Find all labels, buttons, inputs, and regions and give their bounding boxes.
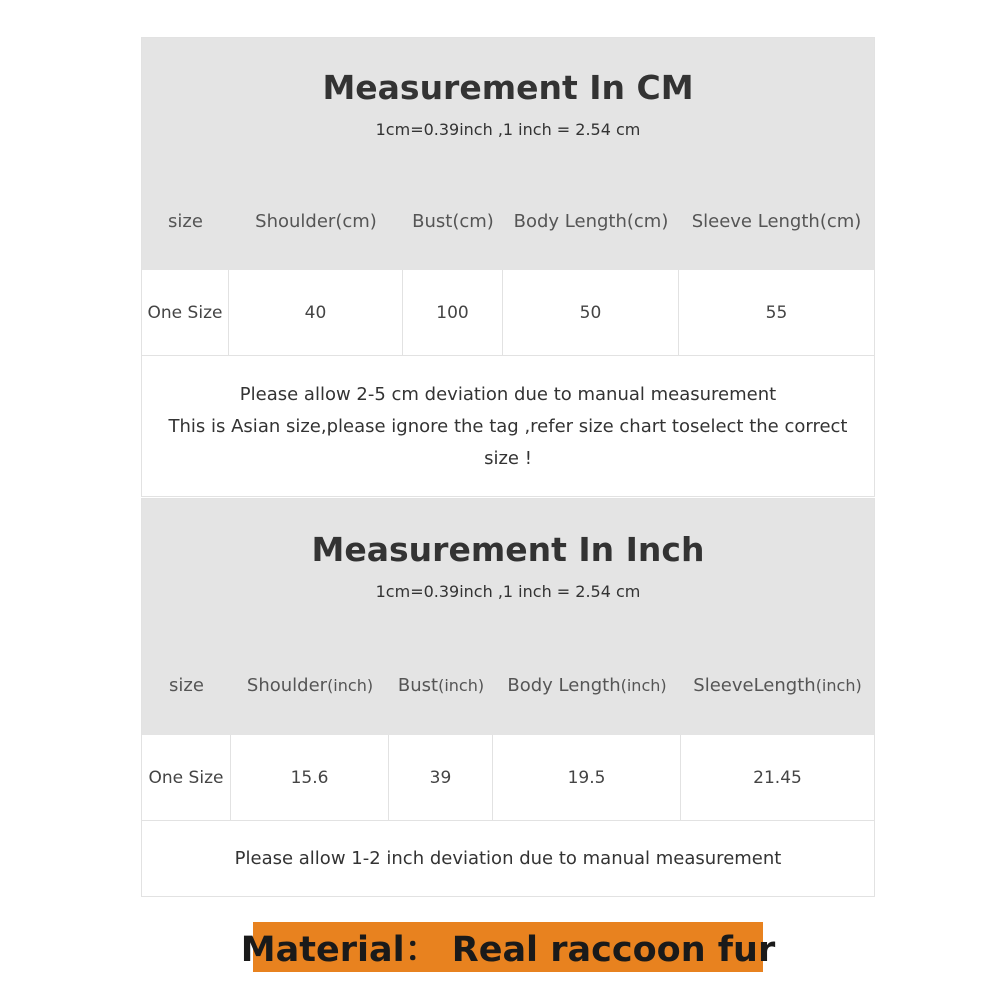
inch-header-body-length (493, 635, 681, 735)
inch-header-shoulder-unit: (inch) (327, 675, 374, 695)
cm-note-line-2: This is Asian size,please ignore the tag ,refer size chart toselect the correct (168, 416, 848, 437)
inch-chart-title: Measurement In Inch (311, 530, 705, 569)
inch-header-size: size (169, 674, 204, 696)
cm-cell-body-length: 50 (503, 270, 679, 355)
inch-deviation-note (142, 821, 874, 896)
cm-header-size: size (168, 210, 203, 232)
cm-note-line-1: Please allow 2-5 cm deviation due to manual measurement (239, 384, 777, 405)
table-row (142, 270, 874, 356)
inch-header-body-length-unit: (inch) (620, 675, 667, 695)
inch-chart-header (142, 499, 874, 635)
cm-chart-header (142, 38, 874, 172)
cm-size-chart (141, 37, 875, 497)
table-row (142, 735, 874, 821)
inch-header-sleeve-length (681, 635, 874, 735)
cm-cell-shoulder: 40 (229, 270, 403, 355)
cm-note-line-3: size ! (484, 448, 532, 469)
material-banner: Material： Real raccoon fur (253, 922, 763, 972)
inch-header-bust (389, 635, 493, 735)
inch-header-shoulder (231, 635, 389, 735)
inch-header-shoulder-label: Shoulder (246, 674, 328, 696)
inch-size-chart (141, 498, 875, 897)
inch-header-sleeve-length-label: SleeveLength (693, 674, 816, 696)
inch-cell-bust: 39 (389, 735, 493, 820)
inch-header-body-length-label: Body Length (507, 674, 621, 696)
cm-header-shoulder: Shoulder(cm) (255, 210, 377, 232)
inch-note-line: Please allow 1-2 inch deviation due to manual measurement (234, 848, 782, 869)
cm-conversion-text: 1cm=0.39inch ,1 inch = 2.54 cm (375, 120, 641, 139)
inch-cell-sleeve-length: 21.45 (753, 767, 802, 788)
cm-cell-bust: 100 (403, 270, 503, 355)
cm-header-body-length: Body Length(cm) (513, 210, 669, 232)
cm-cell-sleeve-length: 55 (765, 302, 788, 323)
cm-header-sleeve-length: Sleeve Length(cm) (691, 210, 862, 232)
cm-chart-title: Measurement In CM (322, 68, 694, 107)
inch-cell-size: One Size (142, 735, 231, 820)
inch-header-bust-label: Bust (397, 674, 439, 696)
cm-deviation-note (142, 356, 874, 496)
inch-cell-shoulder: 15.6 (231, 735, 389, 820)
cm-column-headers (142, 172, 874, 270)
inch-header-sleeve-length-unit: (inch) (815, 675, 862, 695)
inch-conversion-text: 1cm=0.39inch ,1 inch = 2.54 cm (375, 582, 641, 601)
inch-cell-body-length: 19.5 (493, 735, 681, 820)
inch-column-headers (142, 635, 874, 735)
cm-cell-size: One Size (142, 270, 229, 355)
cm-header-bust: Bust(cm) (412, 210, 494, 232)
inch-header-bust-unit: (inch) (438, 675, 485, 695)
